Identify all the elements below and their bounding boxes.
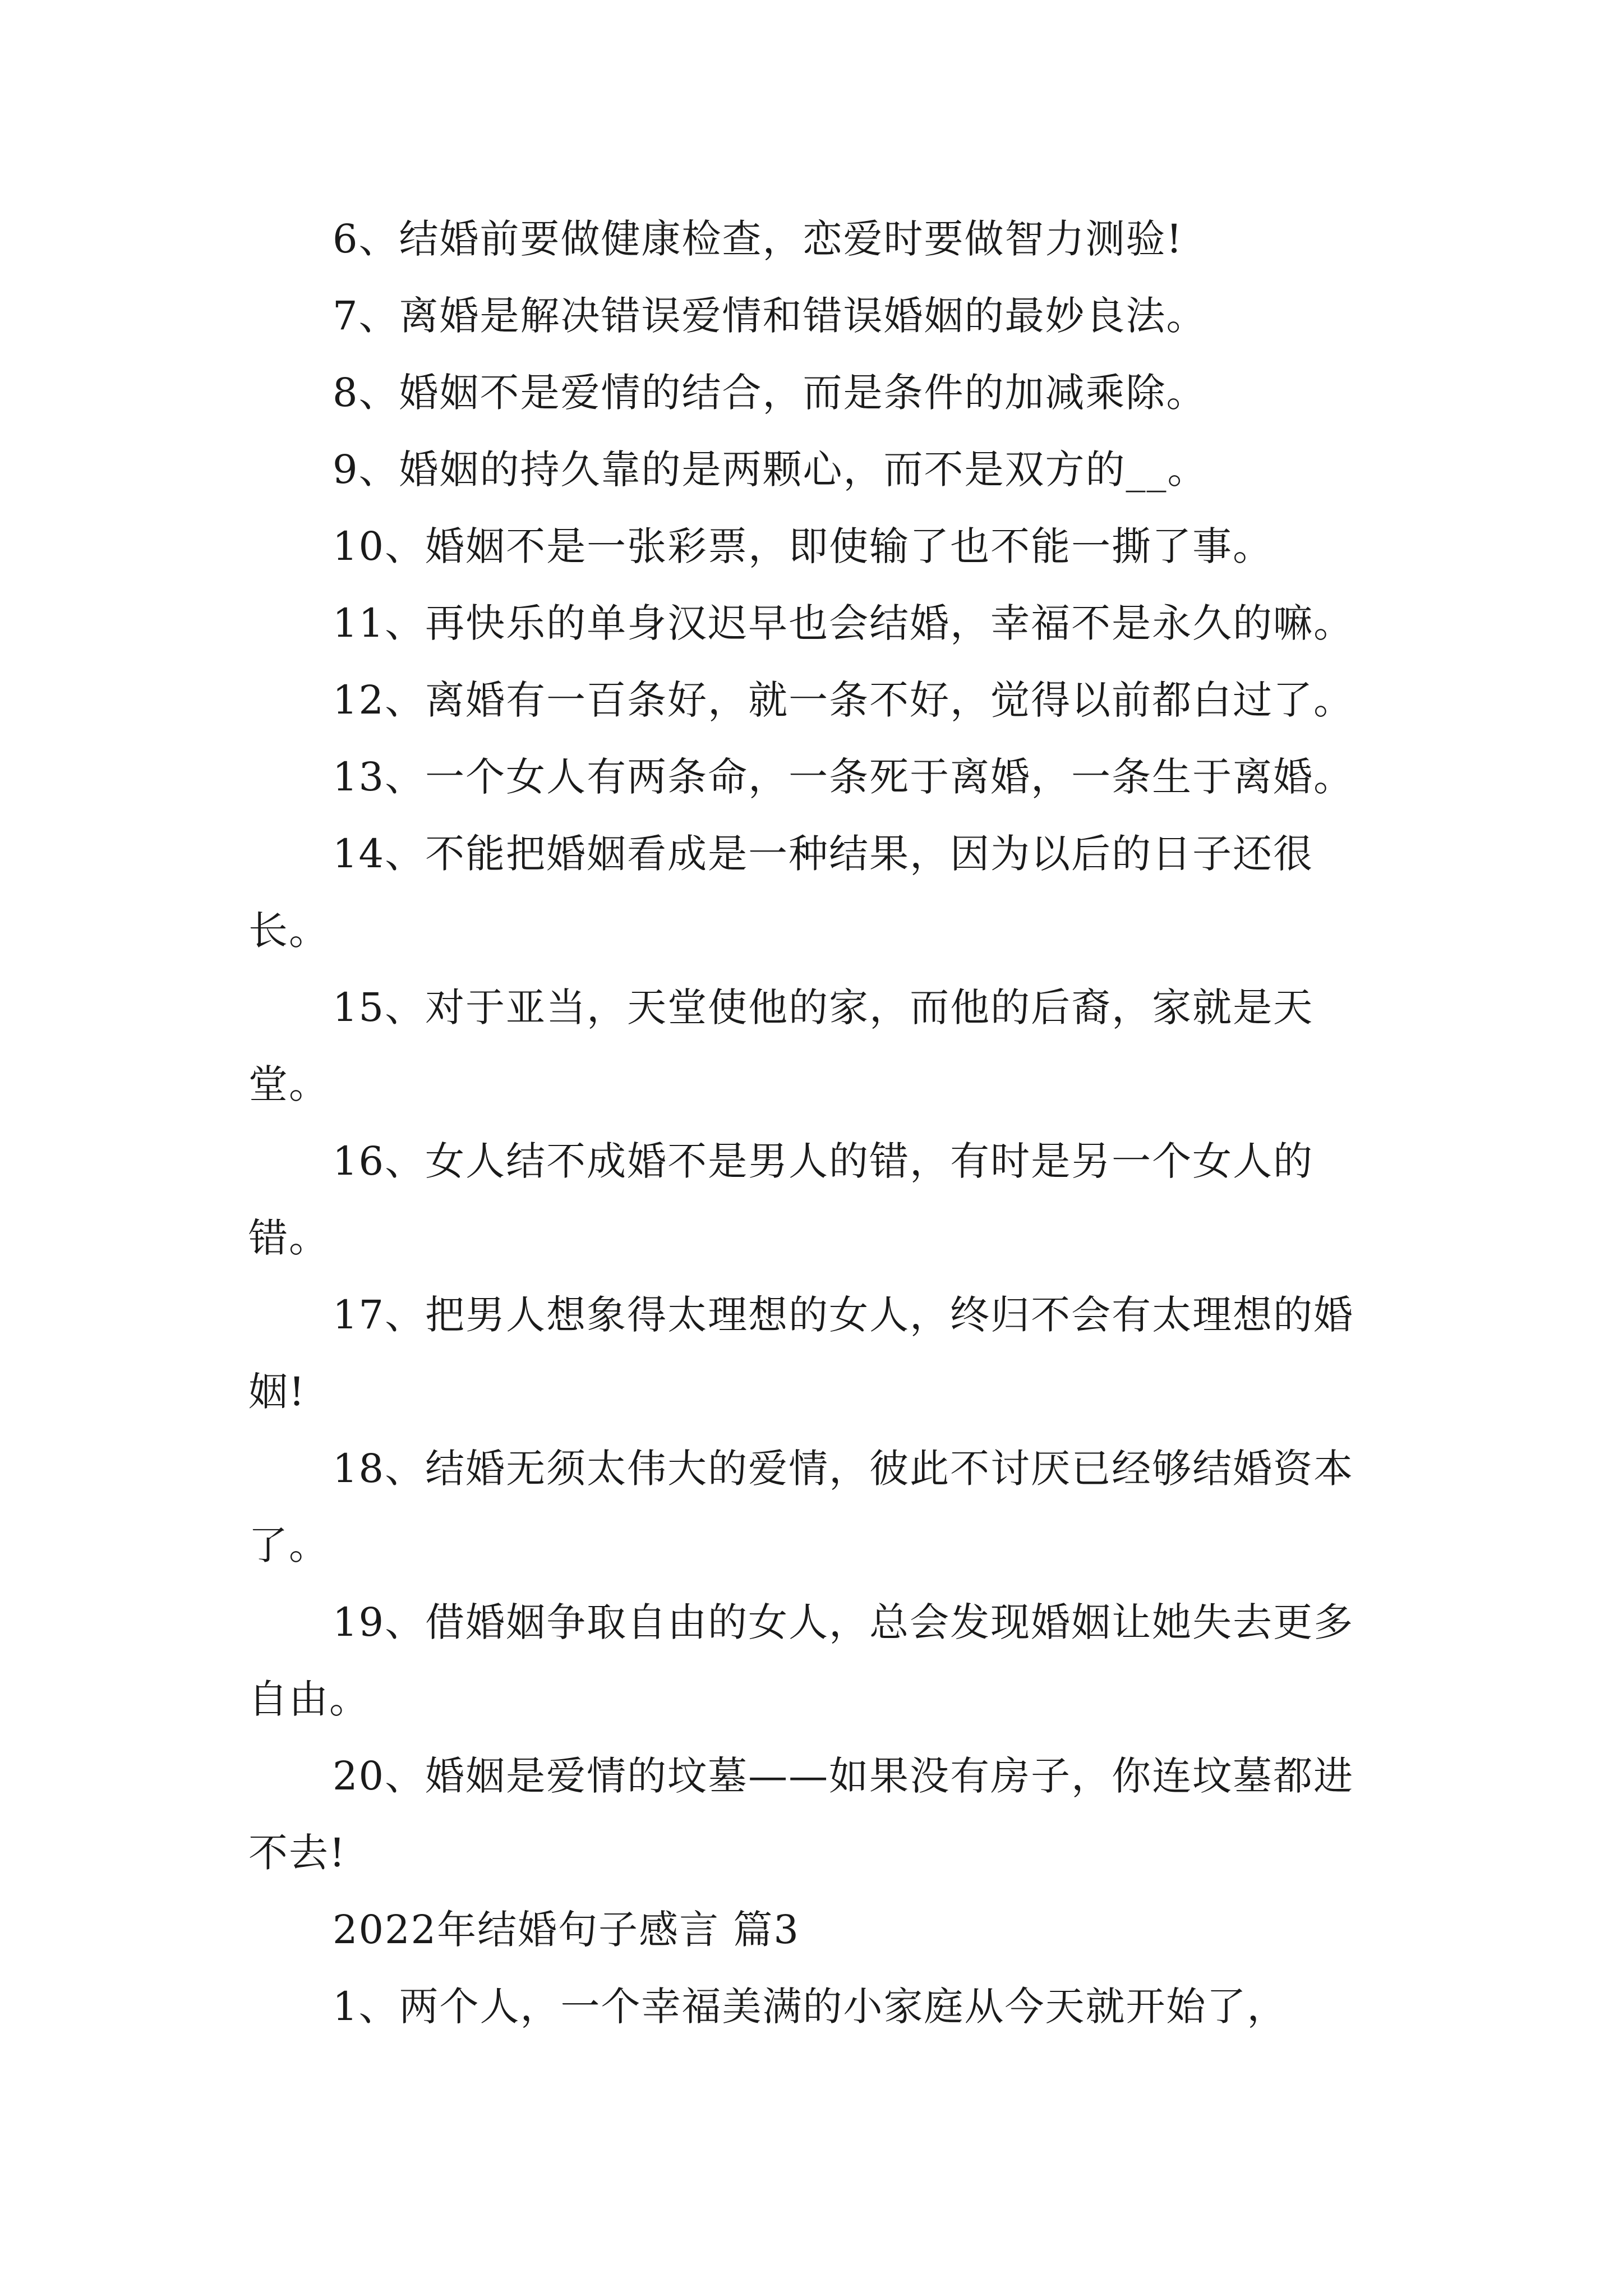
quote-13: 13、一个女人有两条命，一条死于离婚，一条生于离婚。 bbox=[333, 754, 1354, 800]
quote-9: 9、婚姻的持久靠的是两颗心，而不是双方的__。 bbox=[333, 447, 1208, 493]
section-heading: 2022年结婚句子感言 篇3 bbox=[333, 1907, 800, 1953]
quote-11: 11、再快乐的单身汉迟早也会结婚，幸福不是永久的嘛。 bbox=[333, 600, 1354, 646]
quote-16: 16、女人结不成婚不是男人的错，有时是另一个女人的错。 bbox=[248, 1138, 1314, 1261]
quote-12: 12、离婚有一百条好，就一条不好，觉得以前都白过了。 bbox=[333, 677, 1354, 723]
quote-7: 7、离婚是解决错误爱情和错误婚姻的最妙良法。 bbox=[333, 293, 1207, 339]
quote-15: 15、对于亚当，天堂使他的家，而他的后裔，家就是天堂。 bbox=[248, 984, 1314, 1107]
section-3-quote-1: 1、两个人，一个幸福美满的小家庭从今天就开始了， bbox=[333, 1984, 1288, 2030]
quote-17: 17、把男人想象得太理想的女人，终归不会有太理想的婚姻! bbox=[248, 1292, 1354, 1415]
quote-6: 6、结婚前要做健康检查，恋爱时要做智力测验! bbox=[333, 216, 1183, 262]
quote-18: 18、结婚无须太伟大的爱情，彼此不讨厌已经够结婚资本了。 bbox=[248, 1446, 1354, 1568]
quote-10: 10、婚姻不是一张彩票，即使输了也不能一撕了事。 bbox=[333, 523, 1274, 569]
document-body bbox=[248, 201, 1387, 2045]
quote-14: 14、不能把婚姻看成是一种结果，因为以后的日子还很长。 bbox=[248, 831, 1314, 954]
quote-20: 20、婚姻是爱情的坟墓——如果没有房子，你连坟墓都进不去! bbox=[248, 1753, 1354, 1876]
quote-19: 19、借婚姻争取自由的女人，总会发现婚姻让她失去更多自由。 bbox=[248, 1599, 1354, 1722]
quote-8: 8、婚姻不是爱情的结合，而是条件的加减乘除。 bbox=[333, 370, 1207, 416]
